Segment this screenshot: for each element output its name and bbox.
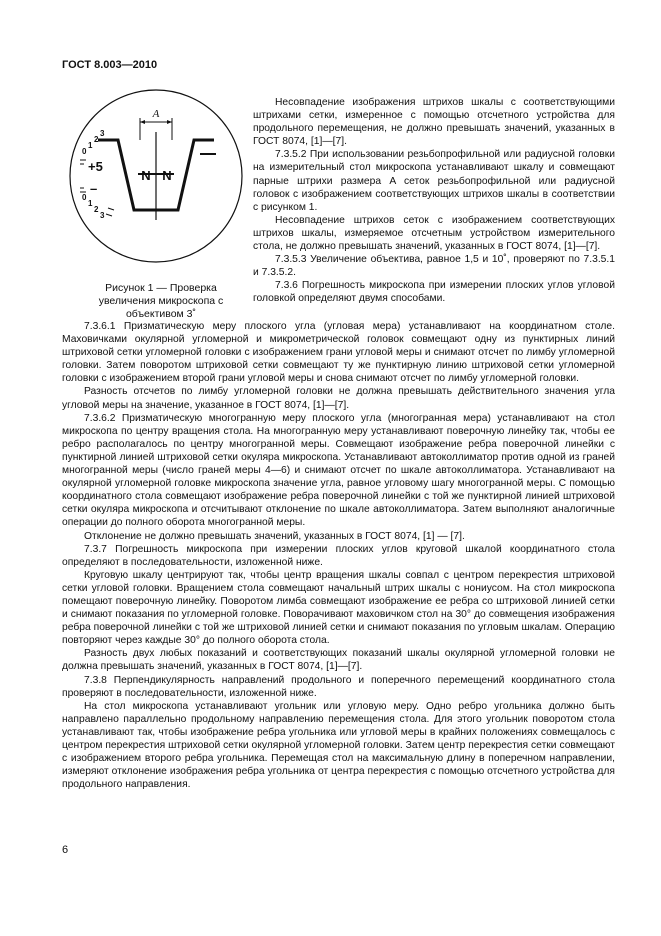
paragraph: Несовпадение штрихов сеток с изображением соответствующих штрихов шкалы, измеряемое отсчетным устройством измерительного стола, не должно превышать значений, указанных в ГОСТ 8074, [1]—[7].: [253, 214, 615, 253]
scale-lower-3: 3: [100, 211, 105, 220]
letter-n-right: N: [162, 168, 172, 183]
figure-microscope-reticle: [68, 88, 244, 264]
paragraph: 7.3.5.2 При использовании резьбопрофильной или радиусной головки на измерительный стол микроскопа устанавливают шкалу и совмещают парные штрихи размера A сеток резьбопрофильной или радиусной головок с изображением соответствующих штрихов шкалы в соответствии с рисунком 1.: [253, 149, 615, 213]
scale-upper-3: 3: [100, 129, 105, 138]
paragraph: 7.3.5.3 Увеличение объектива, равное 1,5 и 10˚, проверяют по 7.3.5.1 и 7.3.5.2.: [253, 254, 615, 279]
paragraph: 7.3.8 Перпендикулярность направлений продольного и поперечного перемещений координатного стола проверяют в последовательности, изложенной ниже.: [62, 674, 615, 699]
letter-n-left: N: [141, 168, 151, 183]
main-text: [62, 320, 615, 791]
paragraph: Отклонение не должно превышать значений, указанных в ГОСТ 8074, [1] — [7].: [84, 530, 465, 542]
paragraph: Разность двух любых показаний и соответствующих показаний шкалы окулярной угломерной головки не должна превышать значений, указанных в ГОСТ 8074, [1]—[7].: [62, 648, 615, 673]
figure-caption: Рисунок 1 — Проверка увеличения микроскопа с объективом 3˚: [98, 282, 224, 320]
paragraph: 7.3.6 Погрешность микроскопа при измерении плоских углов угловой головкой определяют двумя способами.: [253, 280, 615, 305]
label-minus: –: [90, 181, 98, 196]
paragraph: Несовпадение изображения штрихов шкалы с соответствующими штрихами сетки, измеренное с помощью отсчетного устройства для продольного перемещения, не должно превышать значений, указанных в ГОСТ 8074, [1]—[7].: [253, 97, 615, 148]
paragraph: 7.3.6.1 Призматическую меру плоского угла (угловая мера) устанавливают на координатном столе. Маховичками окулярной угломерной и микрометрической головок совмещают одну из пунктирных линий штриховой сетки угломерной головки с изображением грани угловой меры и снимают отсчет по лимбу угломерной головки. Затем поворотом штриховой сетки совмещают ту же пунктирную линию штриховой сетки угломерной головки с изображением второй грани угловой меры и снова снимают отсчет по лимбу угломерной головки.: [62, 321, 615, 385]
label-plus-5: +5: [88, 159, 103, 174]
right-column-text: [253, 96, 615, 306]
scale-lower-1: 1: [88, 199, 93, 208]
document-header: ГОСТ 8.003—2010: [62, 59, 158, 71]
paragraph: 7.3.7 Погрешность микроскопа при измерении плоских углов круговой шкалой координатного стола определяют в последовательности, изложенной ниже.: [62, 543, 615, 568]
paragraph: Круговую шкалу центрируют так, чтобы центр вращения шкалы совпал с центром перекрестия штриховой сетки угловой головки. Вращением стола совмещают начальный штрих шкалы с нониусом. На стол микроскопа помещают поверочную линейку. Поворотом лимба совмещают изображение ее ребра со штриховой линией сетки и снимают показания по угломерной головке. Поворачивают маховичком стол на 30° до совмещения изображения ребра поверочной линейки с той же штриховой линией сетки и снимают показания по угловым шкалам. Операцию повторяют через каждые 30° до полного оборота стола.: [62, 569, 615, 647]
scale-upper-0: 0: [82, 147, 87, 156]
paragraph: Разность отсчетов по лимбу угломерной головки не должна превышать действительного значения угла угловой меры на значение, указанное в ГОСТ 8074, [1]—[7].: [62, 386, 615, 411]
label-a: A: [152, 108, 160, 120]
paragraph: 7.3.6.2 Призматическую многогранную меру плоского угла (многогранная мера) устанавливают на стол микроскопа по центру вращения стола. На многогранную меру устанавливают поверочную линейку так, чтобы ее ребро располагалось по центру многогранной меры. Совмещают изображение ребра поверочной линейки с пунктирной линией штриховой сетки окуляра микроскопа. Устанавливают автоколлиматор против одной из граней многогранной меры (число граней меры 4—6) и снимают отсчет по шкале автоколлиматора. Устанавливают на окулярной угломерной головке микроскопа значение угла, равное угловому шагу многогранной меры. С помощью координатного стола совмещают изображение ребра поверочной линейки с той же пунктирной линией штриховой сетки окуляра микроскопа и отсчитывают отклонение по шкале автоколлиматора. Затем выполняют аналогичные операции до полного оборота многогранной меры.: [62, 412, 615, 529]
page-number: 6: [62, 844, 69, 856]
scale-lower-2: 2: [94, 205, 99, 214]
paragraph: На стол микроскопа устанавливают угольник или угловую меру. Одно ребро угольника должно быть направлено параллельно продольному направлению перемещения стола. Для этого угольник поворотом стола устанавливают так, чтобы изображение ребра угольника или угловой меры в крайних положениях совмещалось с центром перекрестия штриховой сетки окулярной угломерной головки. Затем центр перекрестия сетки совмещают с изображением второго ребра угольника. Перемещая стол на максимальную длину в поперечном направлении, измеряют отклонение изображения ребра угольника от центра перекрестия с помощью отсчетного устройства для продольного направления.: [62, 700, 615, 791]
scale-upper-1: 1: [88, 141, 93, 150]
scale-upper-2: 2: [94, 135, 99, 144]
scale-lower-0: 0: [82, 193, 87, 202]
